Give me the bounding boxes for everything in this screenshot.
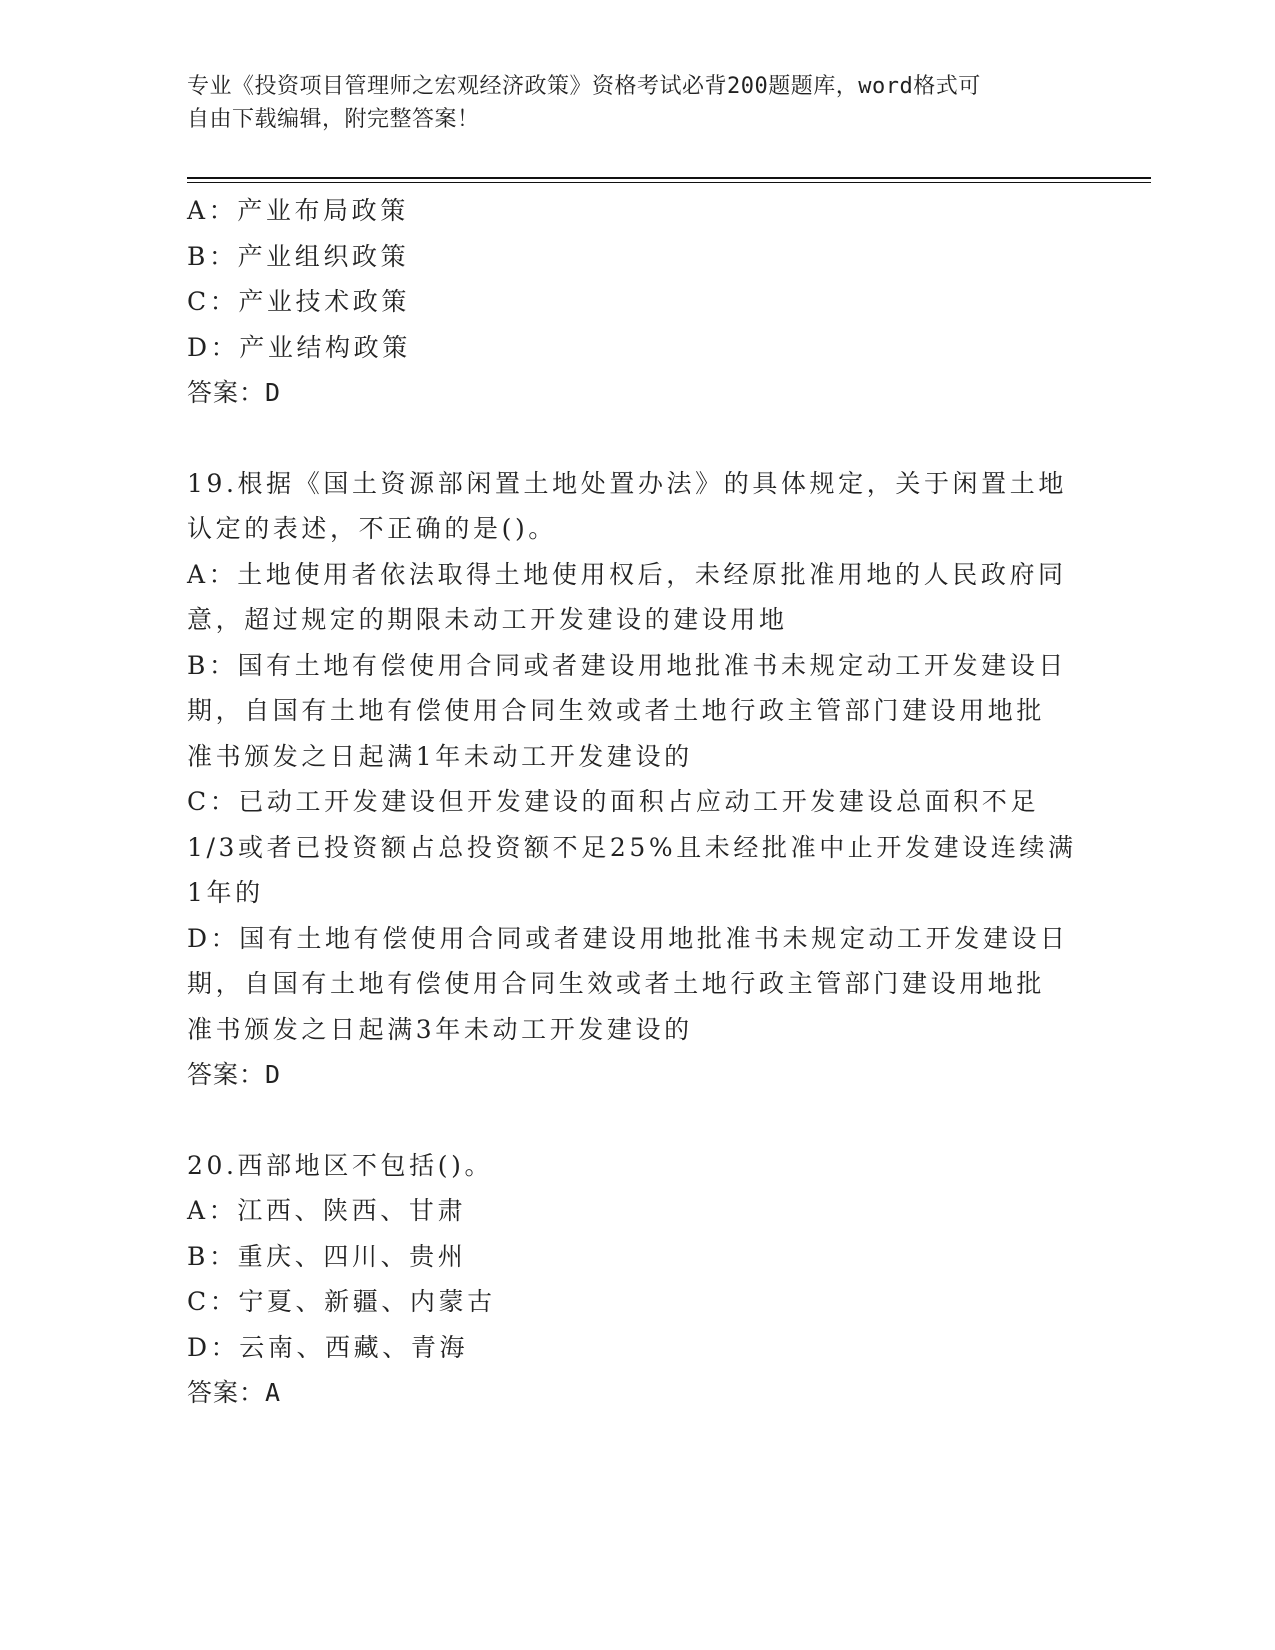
option-b: 期，自国有土地有偿使用合同生效或者土地行政主管部门建设用地批 — [187, 696, 1046, 725]
option-b: 准书颁发之日起满1年未动工开发建设的 — [187, 741, 693, 771]
question-text: 19.根据《国土资源部闲置土地处置办法》的具体规定，关于闲置土地 — [187, 468, 1067, 498]
option-c: C：已动工开发建设但开发建设的面积占应动工开发建设总面积不足 — [187, 787, 1040, 816]
header-divider-thick — [187, 177, 1151, 179]
option-d: D：云南、西藏、青海 — [187, 1332, 469, 1362]
option-b: B：国有土地有偿使用合同或者建设用地批准书未规定动工开发建设日 — [187, 650, 1067, 680]
document-header — [187, 70, 1067, 136]
answer-line: 答案：A — [187, 1378, 282, 1407]
option-c: 1年的 — [187, 878, 264, 907]
answer-line: 答案：D — [187, 1060, 282, 1089]
option-c: C：产业技术政策 — [187, 287, 410, 316]
option-a: 意，超过规定的期限未动工开发建设的建设用地 — [187, 605, 788, 634]
option-d: D：国有土地有偿使用合同或者建设用地批准书未规定动工开发建设日 — [187, 923, 1069, 953]
option-a: A：产业布局政策 — [187, 196, 409, 225]
option-a: A：江西、陕西、甘肃 — [187, 1196, 467, 1225]
spacer — [187, 1098, 1087, 1143]
option-c: C：宁夏、新疆、内蒙古 — [187, 1287, 496, 1316]
option-d: 准书颁发之日起满3年未动工开发建设的 — [187, 1014, 693, 1044]
header-line-2: 自由下载编辑，附完整答案！ — [187, 107, 480, 132]
header-divider-thin — [187, 182, 1151, 183]
question-text: 20.西部地区不包括()。 — [187, 1150, 494, 1180]
question-19-block — [187, 461, 1087, 1098]
option-b: B：重庆、四川、贵州 — [187, 1241, 467, 1271]
header-line-1: 专业《投资项目管理师之宏观经济政策》资格考试必背200题题库，word格式可 — [187, 74, 981, 99]
option-a: A：土地使用者依法取得土地使用权后，未经原批准用地的人民政府同 — [187, 559, 1067, 589]
spacer — [187, 416, 1087, 461]
option-d: D：产业结构政策 — [187, 332, 411, 362]
question-text: 认定的表述，不正确的是()。 — [187, 514, 557, 543]
question-list — [187, 188, 1087, 1416]
answer-line: 答案：D — [187, 378, 282, 407]
option-d: 期，自国有土地有偿使用合同生效或者土地行政主管部门建设用地批 — [187, 969, 1046, 998]
question-20-block — [187, 1143, 1087, 1416]
question-18-block — [187, 188, 1087, 416]
option-c: 1/3或者已投资额占总投资额不足25%且未经批准中止开发建设连续满 — [187, 832, 1077, 862]
option-b: B：产业组织政策 — [187, 241, 410, 271]
